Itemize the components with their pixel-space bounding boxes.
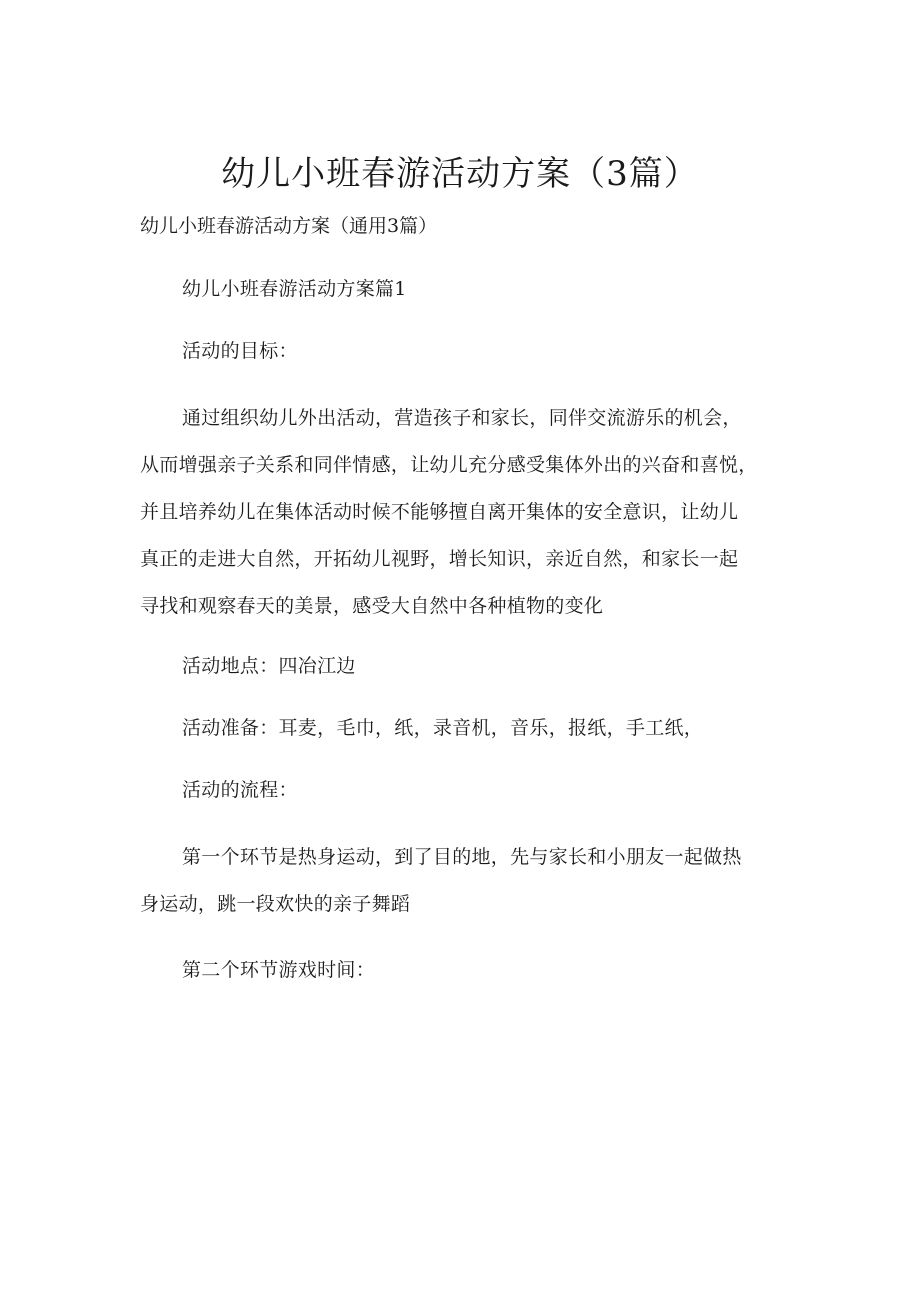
process-label: 活动的流程： (182, 779, 298, 801)
goal-line: 从而增强亲子关系和同伴情感，让幼儿充分感受集体外出的兴奋和喜悦， (140, 454, 758, 476)
section-heading: 幼儿小班春游活动方案篇1 (182, 278, 407, 300)
step1-paragraph (140, 834, 780, 928)
document-title: 幼儿小班春游活动方案（3篇） (221, 154, 699, 194)
step2-heading: 第二个环节游戏时间： (182, 959, 376, 981)
activity-location: 活动地点：四冶江边 (182, 655, 356, 677)
goal-paragraph (140, 395, 780, 630)
goal-line: 真正的走进大自然，开拓幼儿视野，增长知识，亲近自然，和家长一起 (140, 548, 739, 570)
step1-line: 身运动，跳一段欢快的亲子舞蹈 (140, 893, 411, 915)
goal-line: 寻找和观察春天的美景，感受大自然中各种植物的变化 (140, 595, 604, 617)
goal-line: 通过组织幼儿外出活动，营造孩子和家长，同伴交流游乐的机会， (182, 407, 742, 429)
activity-preparation: 活动准备：耳麦，毛巾，纸，录音机，音乐，报纸，手工纸， (182, 717, 704, 739)
goal-label: 活动的目标： (182, 340, 298, 362)
goal-line: 并且培养幼儿在集体活动时候不能够擅自离开集体的安全意识，让幼儿 (140, 501, 739, 523)
step1-line: 第一个环节是热身运动，到了目的地，先与家长和小朋友一起做热 (182, 846, 742, 868)
document-subtitle: 幼儿小班春游活动方案（通用3篇） (140, 215, 438, 237)
